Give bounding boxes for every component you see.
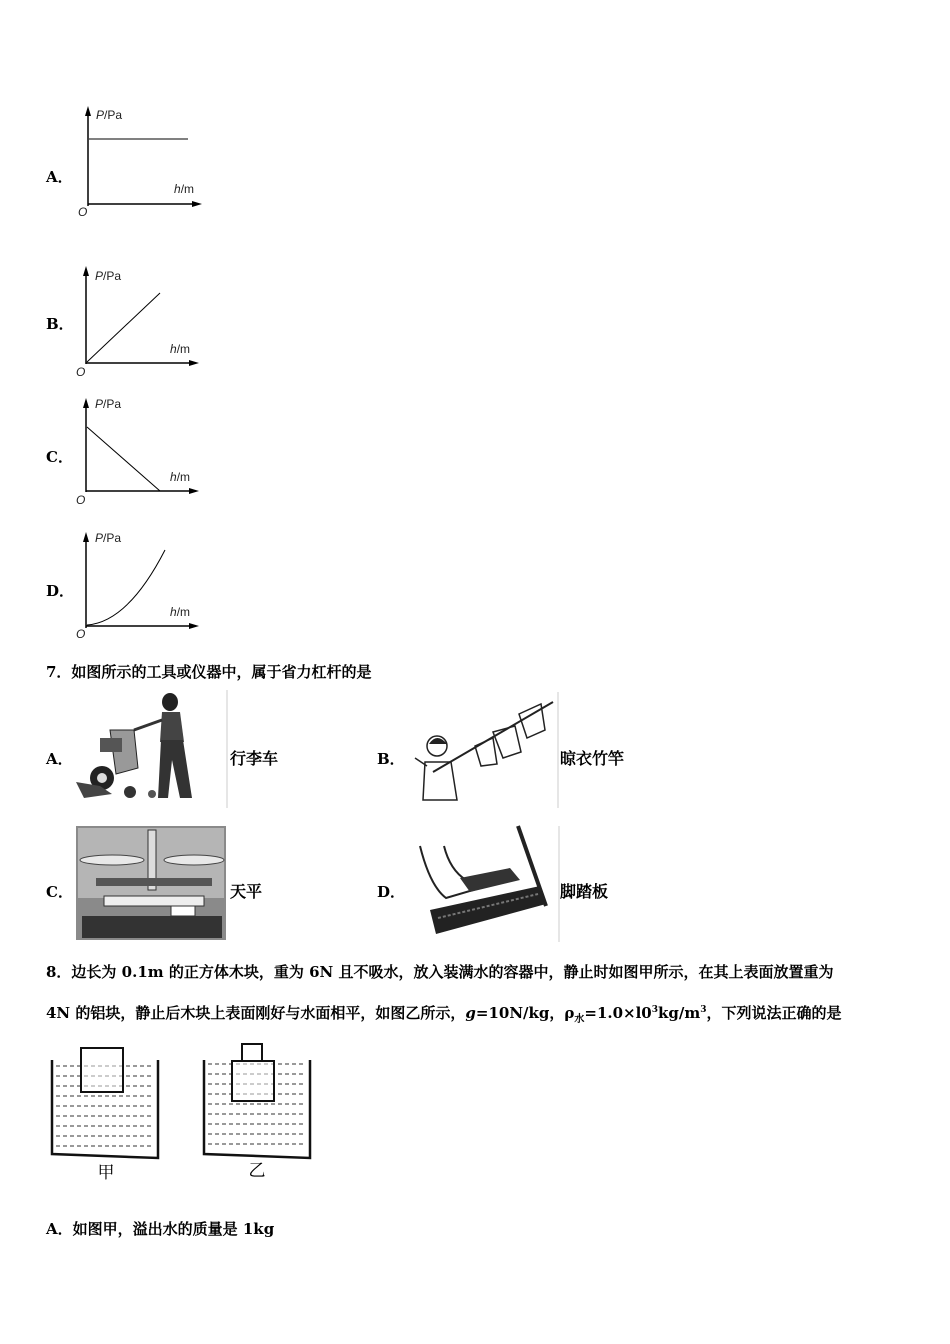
q7-option-a-letter: A． [46, 750, 73, 768]
q7-option-d-caption: 脚踏板 [560, 882, 609, 901]
graph-c [68, 390, 208, 508]
y-axis-label: P/Pa [95, 269, 122, 283]
y-axis-arrow [83, 266, 89, 276]
figure-jia [48, 1044, 168, 1184]
balance-image [76, 826, 228, 942]
graph-b [68, 262, 208, 382]
origin-label: O [76, 493, 86, 507]
q8-stem-line2: 4N 的铝块，静止后木块上表面刚好与水面相平，如图乙所示，g=10N/kg，$\rho_水=1.0\times l0^3kg/m^3$，下列说法正确的是 [46, 1004, 842, 1025]
pressure-curve [87, 293, 160, 362]
luggage-cart-image [72, 690, 228, 808]
y-axis-label: P/Pa [95, 397, 122, 411]
origin-label: O [76, 627, 86, 641]
figure-yi-label: 乙 [248, 1161, 266, 1181]
q8-stem-line1: 8．边长为 0.1m 的正方体木块，重为 6N 且不吸水，放入装满水的容器中，静止时如图甲所示，在其上表面放置重为 [46, 963, 834, 981]
clothes-pole-image [403, 692, 559, 808]
y-axis-arrow [83, 532, 89, 542]
q7-option-d-letter: D． [377, 883, 406, 901]
x-axis-arrow [189, 488, 199, 494]
q7-option-b-caption: 晾衣竹竿 [560, 749, 625, 768]
y-axis-arrow [85, 106, 91, 116]
graph-option-d-label: D． [46, 582, 75, 600]
graph-option-b-label: B． [46, 315, 74, 333]
x-axis-arrow [192, 201, 202, 207]
figure-yi [200, 1040, 320, 1184]
x-axis-label: h/m [170, 470, 191, 484]
q8-option-a: A．如图甲，溢出水的质量是 1kg [46, 1220, 275, 1238]
pressure-curve [87, 427, 160, 491]
origin-label: O [76, 365, 86, 379]
q7-stem: 7．如图所示的工具或仪器中，属于省力杠杆的是 [46, 663, 372, 681]
graph-a [70, 100, 210, 225]
graph-option-c-label: C． [46, 448, 73, 466]
pedal-image [410, 826, 560, 942]
q7-option-c-letter: C． [46, 883, 73, 901]
x-axis-label: h/m [174, 182, 195, 196]
graph-option-a-label: A． [46, 168, 73, 186]
x-axis-arrow [189, 360, 199, 366]
origin-label: O [78, 205, 88, 219]
q7-option-b-letter: B． [377, 750, 405, 768]
x-axis-label: h/m [170, 605, 191, 619]
x-axis-label: h/m [170, 342, 191, 356]
q7-option-c-caption: 天平 [230, 882, 263, 901]
graph-d [68, 524, 208, 642]
pressure-curve [87, 550, 165, 625]
q7-option-a-caption: 行李车 [230, 749, 279, 768]
y-axis-label: P/Pa [95, 531, 122, 545]
y-axis-arrow [83, 398, 89, 408]
y-axis-label: P/Pa [96, 108, 123, 122]
x-axis-arrow [189, 623, 199, 629]
figure-jia-label: 甲 [97, 1163, 115, 1183]
